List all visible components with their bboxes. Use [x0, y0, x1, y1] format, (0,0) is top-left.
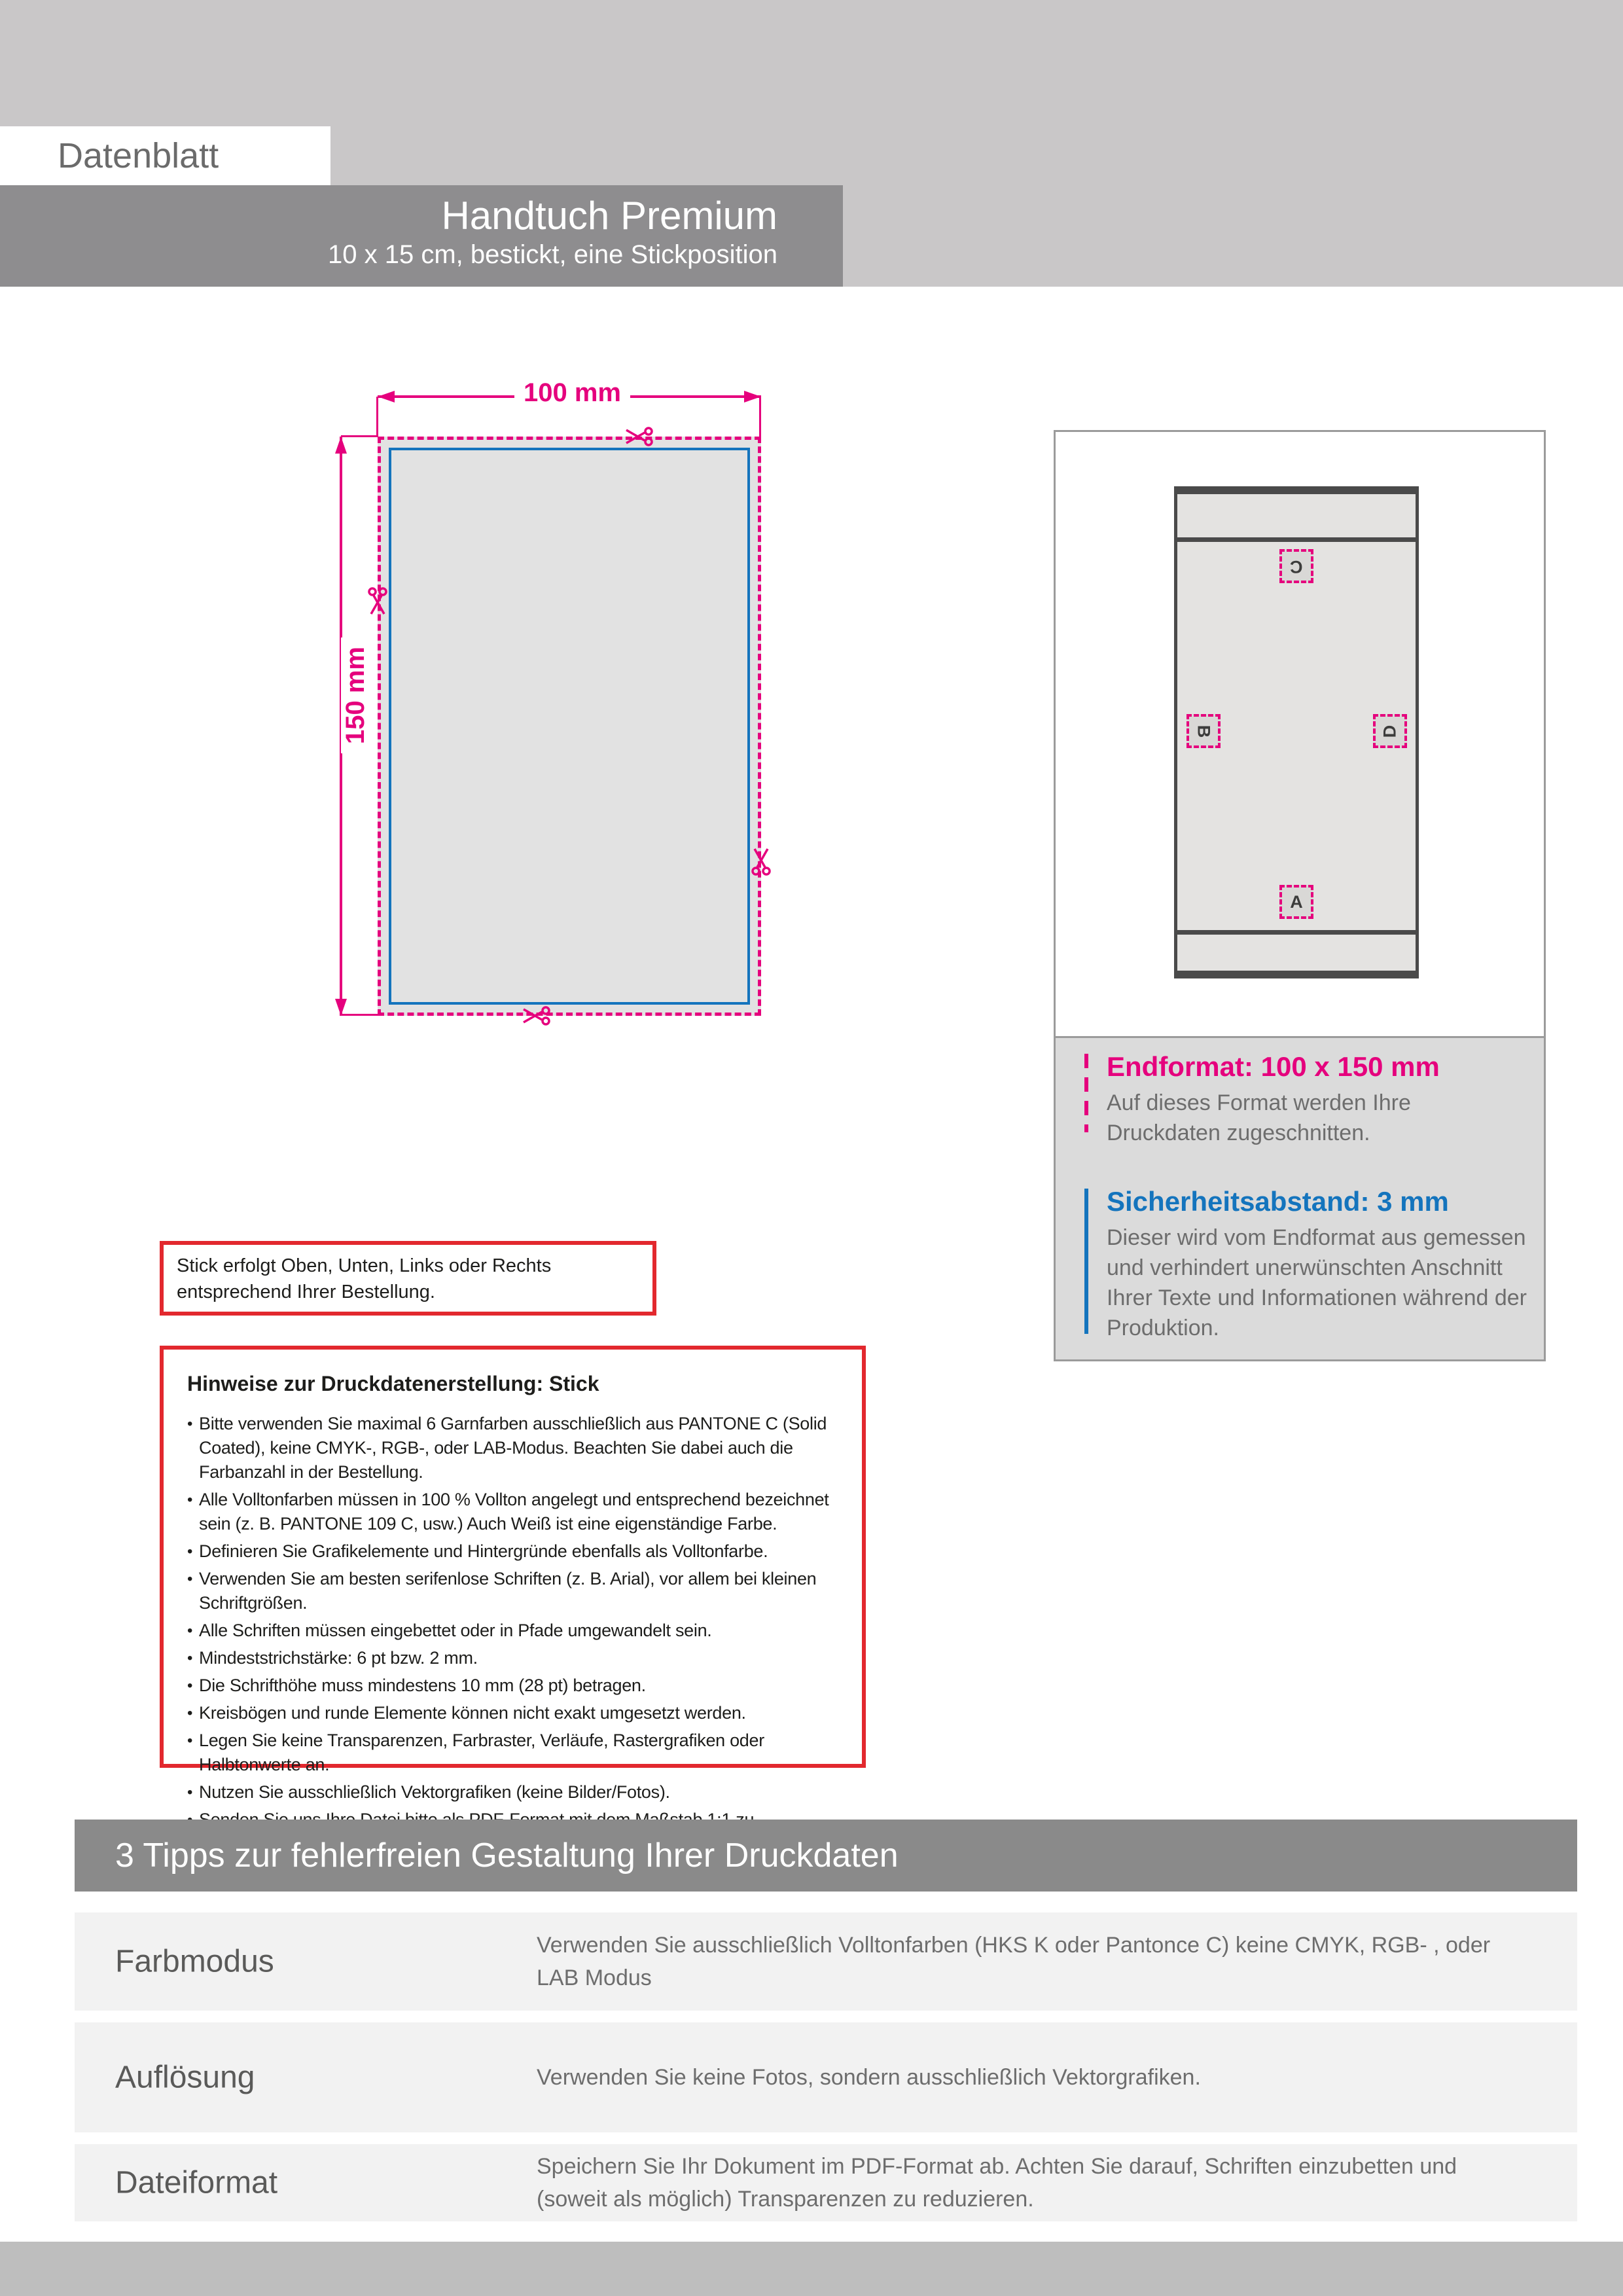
tip-label: Dateiformat — [115, 2165, 278, 2200]
tip-text: Verwenden Sie ausschließlich Volltonfarben (HKS K oder Pantonce C) keine CMYK, RGB- , oder LAB Modus — [537, 1933, 1491, 1990]
hint-item: • Alle Volltonfarben müssen in 100 % Vollton angelegt und entsprechend bezeichnet sein (z. B. PANTONE 109 C, usw.) Auch Weiß ist eine eigenständige Farbe. — [187, 1488, 850, 1536]
tip-row-dateiformat — [75, 2144, 1577, 2221]
height-dimension-label: 150 mm — [341, 637, 370, 753]
safety-margin-rectangle — [389, 448, 750, 1005]
endformat-cut-rectangle — [378, 437, 761, 1016]
extension-line — [376, 397, 378, 437]
scissors-icon — [751, 848, 771, 878]
hint-item: • Kreisbögen und runde Elemente können nicht exakt umgesetzt werden. — [187, 1701, 850, 1725]
tips-banner — [75, 1820, 1577, 1892]
product-title: Handtuch Premium — [441, 194, 777, 238]
tip-text: Speichern Sie Ihr Dokument im PDF-Format ab. Achten Sie darauf, Schriften einzubetten und (soweit als möglich) Transparenzen zu reduzieren. — [537, 2154, 1457, 2212]
safety-solid-line — [1084, 1189, 1088, 1334]
endformat-title: Endformat: 100 x 150 mm — [1107, 1051, 1440, 1082]
sheet-label-box — [0, 126, 330, 185]
position-letter-d: D — [1380, 725, 1400, 738]
endformat-body: Auf dieses Format werden Ihre Druckdaten zugeschnitten. — [1107, 1090, 1411, 1145]
position-marker-right — [1373, 714, 1407, 748]
hint-item: • Legen Sie keine Transparenzen, Farbraster, Verläufe, Rastergrafiken oder Halbtonwerte an. — [187, 1729, 850, 1777]
scissors-icon — [368, 585, 387, 615]
extension-line — [759, 397, 761, 437]
position-letter-c: C — [1290, 556, 1303, 577]
position-marker-left — [1186, 714, 1221, 748]
dimension-arrow-up-icon — [335, 437, 347, 454]
width-dimension-label: 100 mm — [514, 378, 630, 408]
product-banner — [0, 185, 843, 287]
extension-line — [341, 435, 378, 437]
hint-item: • Mindeststrichstärke: 6 pt bzw. 2 mm. — [187, 1646, 850, 1670]
hint-item: • Nutzen Sie ausschließlich Vektorgrafiken (keine Bilder/Fotos). — [187, 1780, 850, 1804]
dimension-arrow-left-icon — [378, 391, 395, 403]
hint-item: • Bitte verwenden Sie maximal 6 Garnfarben ausschließlich aus PANTONE C (Solid Coated), keine CMYK-, RGB-, oder LAB-Modus. Beachten Sie dabei auch die Farbanzahl in der Bestellung. — [187, 1412, 850, 1484]
position-marker-bottom — [1279, 885, 1313, 919]
footer-band — [0, 2242, 1623, 2296]
tips-title: 3 Tipps zur fehlerfreien Gestaltung Ihrer Druckdaten — [115, 1837, 899, 1874]
product-subtitle: 10 x 15 cm, bestickt, eine Stickposition — [328, 240, 777, 269]
sheet-label: Datenblatt — [58, 136, 219, 175]
format-info-section — [1056, 1036, 1544, 1359]
hint-item: • Die Schrifthöhe muss mindestens 10 mm (28 pt) betragen. — [187, 1674, 850, 1698]
hints-list — [187, 1412, 850, 1832]
hints-title: Hinweise zur Druckdatenerstellung: Stick — [187, 1372, 599, 1395]
hint-item: • Definieren Sie Grafikelemente und Hintergründe ebenfalls als Volltonfarbe. — [187, 1539, 850, 1564]
tip-label: Auflösung — [115, 2060, 255, 2095]
hint-item: • Verwenden Sie am besten serifenlose Schriften (z. B. Arial), vor allem bei kleinen Schriftgrößen. — [187, 1567, 850, 1615]
stick-position-note-box — [160, 1241, 656, 1316]
tip-text: Verwenden Sie keine Fotos, sondern ausschließlich Vektorgrafiken. — [537, 2065, 1201, 2090]
tip-label: Farbmodus — [115, 1944, 274, 1979]
scissors-icon — [625, 427, 655, 446]
hint-item: • Alle Schriften müssen eingebettet oder in Pfade umgewandelt sein. — [187, 1619, 850, 1643]
stick-position-note: Stick erfolgt Oben, Unten, Links oder Rechts entsprechend Ihrer Bestellung. — [177, 1255, 552, 1302]
towel-border-band-top — [1177, 537, 1416, 542]
print-data-hints-box — [160, 1346, 866, 1802]
towel-border-band-bottom — [1177, 930, 1416, 935]
safety-body: Dieser wird vom Endformat aus gemessen und verhindert unerwünschten Anschnitt Ihrer Texte und Informationen während der Produktion. — [1107, 1225, 1527, 1340]
towel-diagram — [1174, 486, 1419, 978]
position-letter-b: B — [1194, 725, 1214, 738]
position-marker-top — [1279, 549, 1313, 583]
tip-row-aufloesung — [75, 2022, 1577, 2132]
endformat-dashed-line — [1084, 1054, 1088, 1132]
extension-line — [341, 1014, 378, 1016]
position-letter-a: A — [1290, 891, 1303, 912]
scissors-icon — [522, 1006, 552, 1026]
tip-row-farbmodus — [75, 1912, 1577, 2011]
position-panel — [1054, 430, 1546, 1361]
safety-title: Sicherheitsabstand: 3 mm — [1107, 1186, 1449, 1217]
